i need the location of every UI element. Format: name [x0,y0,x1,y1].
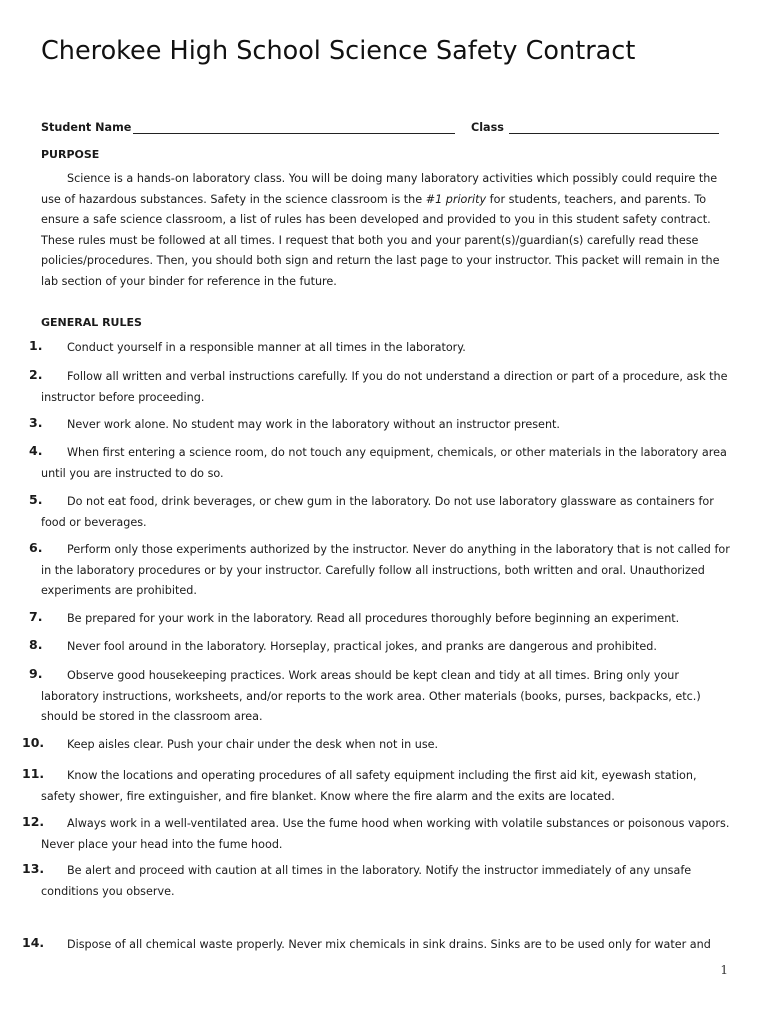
rule-item [29,367,731,408]
rule-number: 11. [22,766,45,781]
rule-text: Follow all written and verbal instructions carefully. If you do not understand a direction or part of a procedure, ask the instructor before proceeding. [41,370,728,404]
student-name-blank[interactable] [133,133,455,134]
page-number: 1 [720,963,728,977]
rule-item [22,814,731,855]
student-name-label: Student Name [41,121,132,134]
rule-number: 5. [29,492,43,507]
rule-item [22,735,731,756]
rule-item [29,637,731,658]
class-blank[interactable] [509,133,719,134]
rule-text: Dispose of all chemical waste properly. Never mix chemicals in sink drains. Sinks are to be used only for water and [67,938,711,951]
rule-text: Know the locations and operating procedures of all safety equipment including the first aid kit, eyewash station, safety shower, fire extinguisher, and fire blanket. Know where the fire alarm and the exits are located. [41,769,697,803]
rule-number: 6. [29,540,43,555]
rule-text: Conduct yourself in a responsible manner at all times in the laboratory. [67,341,466,354]
rule-item [22,935,731,956]
rule-text: Perform only those experiments authorized by the instructor. Never do anything in the laboratory that is not called for in the laboratory procedures or by your instructor. Carefully follow all instructions, both written and oral. Unauthorized experiments are prohibited. [41,543,730,597]
rule-text: Never fool around in the laboratory. Horseplay, practical jokes, and pranks are dangerous and prohibited. [67,640,657,653]
rule-number: 12. [22,814,45,829]
rule-number: 3. [29,415,43,430]
rule-text: Never work alone. No student may work in the laboratory without an instructor present. [67,418,560,431]
purpose-text-start: Science is a hands-on laboratory class. You will be doing many laboratory activities which possibly could require the use of hazardous substances. Safety in the science classroom is the [41,172,718,206]
rule-number: 4. [29,443,43,458]
general-rules-heading: GENERAL RULES [41,316,142,329]
rule-text: Observe good housekeeping practices. Work areas should be kept clean and tidy at all times. Bring only your laboratory instructions, worksheets, and/or reports to the work area. Other materials (books, purses, backpacks, etc.) should be stored in the classroom area. [41,669,701,723]
rule-number: 13. [22,861,45,876]
student-info-row [41,119,731,137]
rule-number: 1. [29,338,43,353]
rule-text: Do not eat food, drink beverages, or chew gum in the laboratory. Do not use laboratory glassware as containers for food or beverages. [41,495,714,529]
rule-item [29,492,731,533]
rule-text: Be prepared for your work in the laboratory. Read all procedures thoroughly before beginning an experiment. [67,612,680,625]
rule-number: 14. [22,935,45,950]
rule-number: 2. [29,367,43,382]
purpose-heading: PURPOSE [41,148,100,161]
rule-number: 7. [29,609,43,624]
rule-number: 8. [29,637,43,652]
rule-item [29,540,731,602]
rule-text: Keep aisles clear. Push your chair under the desk when not in use. [67,738,439,751]
purpose-paragraph [41,169,731,292]
rule-number: 9. [29,666,43,681]
rule-item [29,415,731,436]
purpose-emphasis: #1 priority [425,192,487,206]
rule-text: Be alert and proceed with caution at all times in the laboratory. Notify the instructor immediately of any unsafe conditions you observe. [41,864,692,898]
rule-item [29,338,731,359]
rule-item [29,609,731,630]
rule-text: Always work in a well-ventilated area. Use the fume hood when working with volatile substances or poisonous vapors. Never place your head into the fume hood. [41,817,730,851]
rule-item [22,861,731,902]
rule-item [22,766,731,807]
class-label: Class [471,121,504,134]
rule-text: When first entering a science room, do not touch any equipment, chemicals, or other materials in the laboratory area until you are instructed to do so. [41,446,727,480]
rule-item [29,443,731,484]
rule-item [29,666,731,728]
purpose-text-end: for students, teachers, and parents. To ensure a safe science classroom, a list of rules has been developed and provided to you in this student safety contract. These rules must be followed at all times. I request that both you and your parent(s)/guardian(s) carefully read these policies/procedures. Then, you should both sign and return the last page to your instructor. This packet will remain in the lab section of your binder for reference in the future. [41,192,720,288]
rule-number: 10. [22,735,45,750]
document-title: Cherokee High School Science Safety Contract [41,36,636,66]
